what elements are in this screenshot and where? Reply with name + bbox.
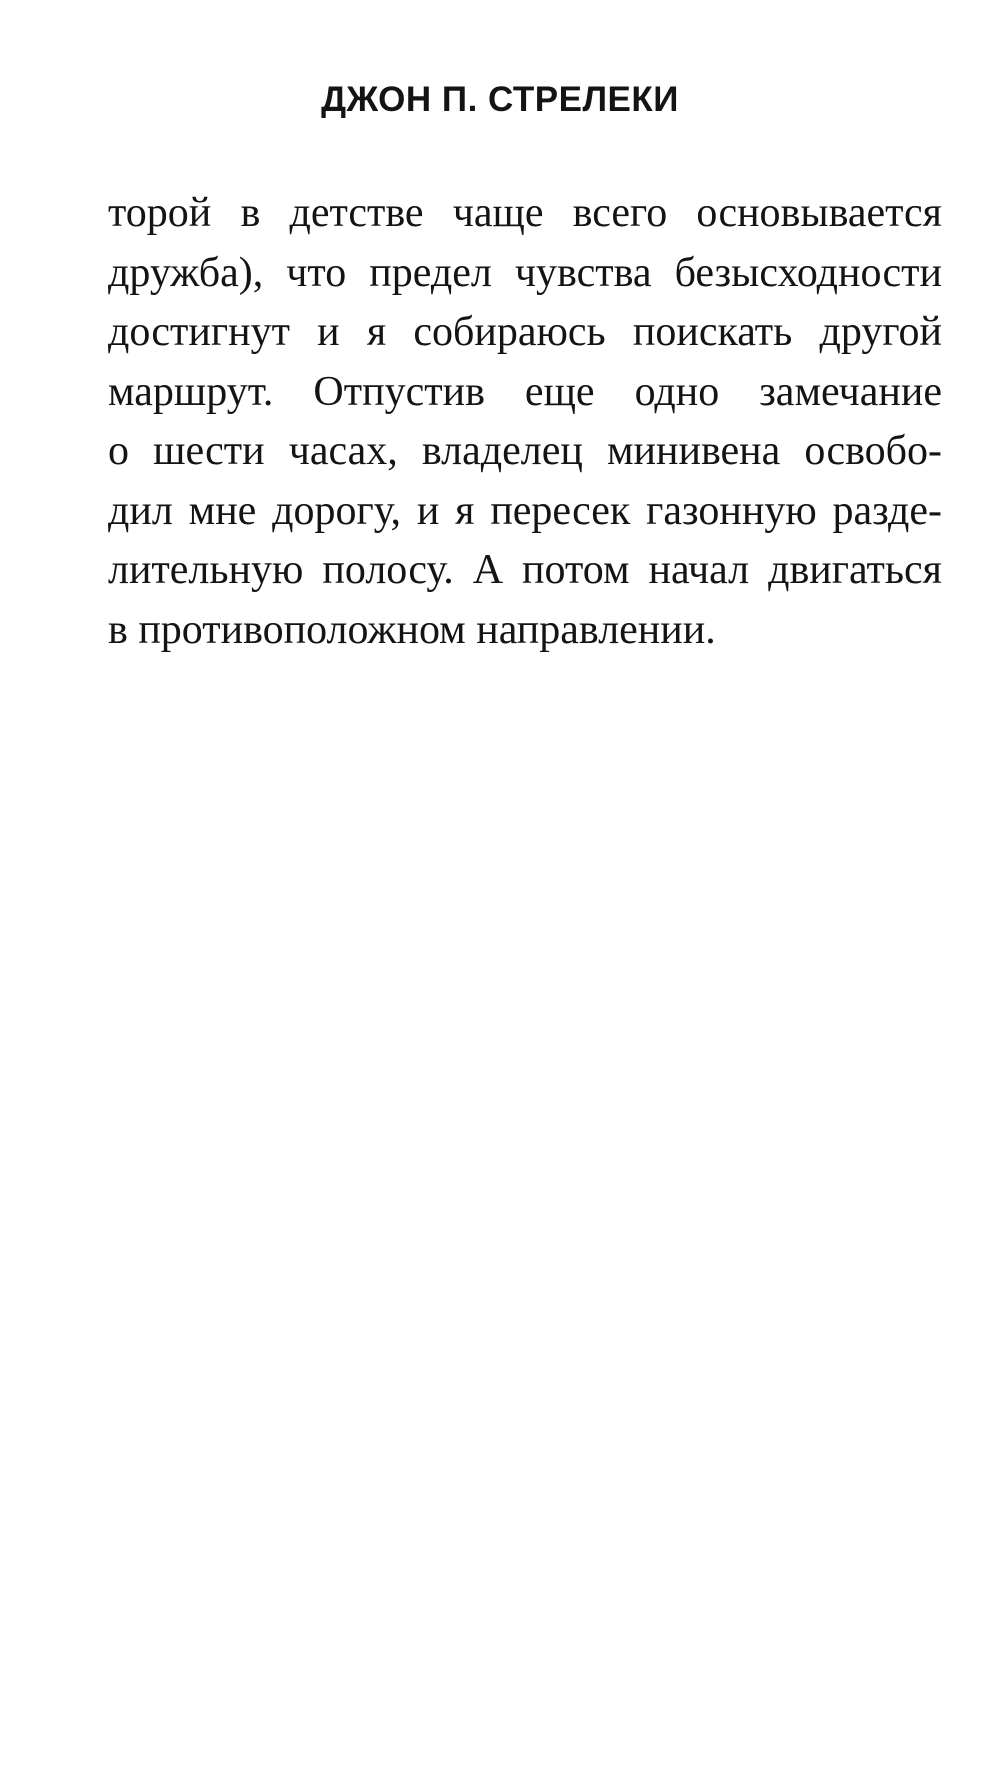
text-line-last: в противоположном направлении.	[108, 606, 716, 653]
body-text	[108, 184, 942, 660]
running-head-author: ДЖОН П. СТРЕЛЕКИ	[321, 80, 679, 119]
text-line: лительную полосу. А потом начал двигаться	[108, 547, 942, 593]
text-line: дил мне дорогу, и я пересек газонную разде-	[108, 487, 942, 534]
text-line: дружба), что предел чувства безысходности	[108, 249, 942, 296]
text-line: торой в детстве чаще всего основывается	[108, 190, 942, 236]
text-line: маршрут. Отпустив еще одно замечание	[108, 368, 942, 415]
text-line: достигнут и я собираюсь поискать другой	[108, 309, 942, 355]
text-line: о шести часах, владелец минивена освобо-	[108, 428, 942, 474]
